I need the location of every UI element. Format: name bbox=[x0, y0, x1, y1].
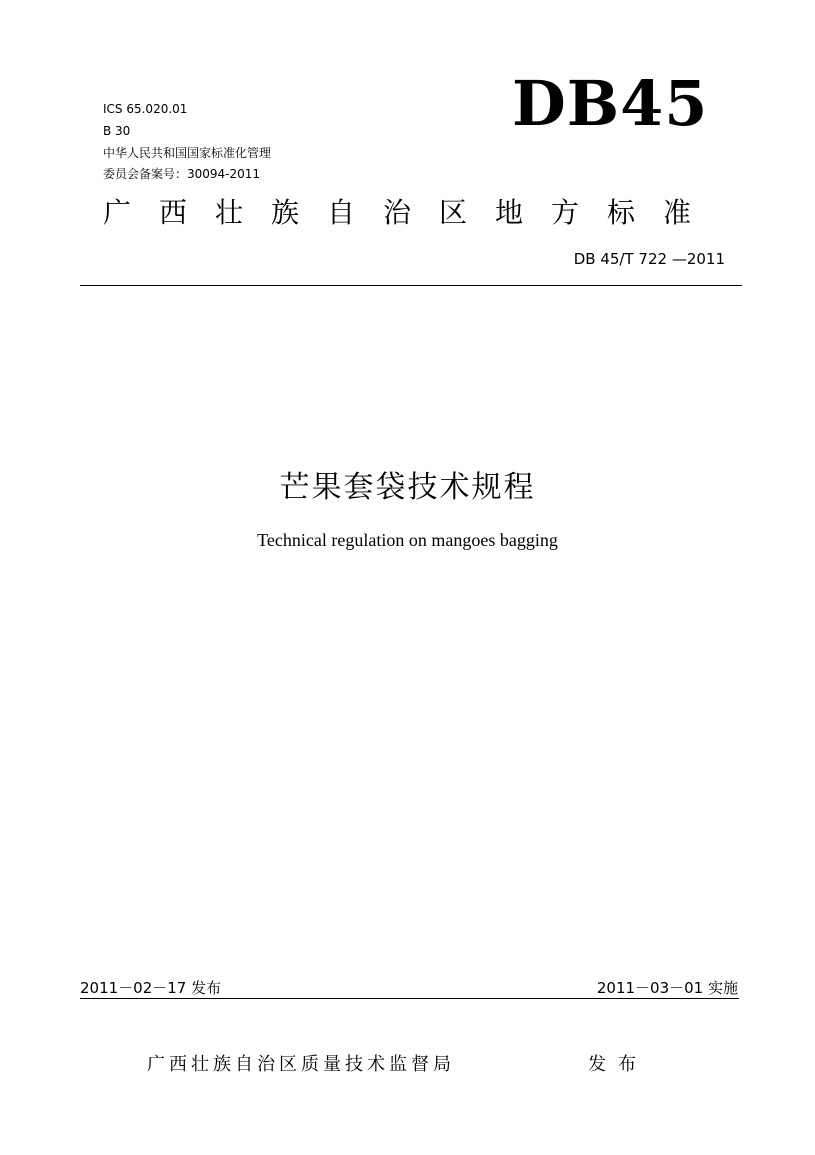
document-title-english: Technical regulation on mangoes bagging bbox=[257, 530, 558, 550]
standard-code-logo: DB45 bbox=[512, 67, 709, 140]
ics-code: ICS 65.020.01 bbox=[103, 102, 188, 116]
implementation-date: 2011－03－01 实施 bbox=[596, 979, 738, 997]
standard-number: DB 45/T 722 —2011 bbox=[573, 250, 725, 268]
document-title-chinese: 芒果套袋技术规程 bbox=[279, 470, 536, 505]
issue-date: 2011－02－17 发布 bbox=[80, 979, 222, 997]
issuing-authority: 广西壮族自治区质量技术监督局 bbox=[147, 1054, 455, 1075]
standard-category-title: 广西壮族自治区地方标准 bbox=[103, 196, 720, 229]
filing-number: 委员会备案号：30094-2011 bbox=[103, 167, 261, 181]
management-line: 中华人民共和国国家标准化管理 bbox=[103, 146, 272, 160]
classification-code: B 30 bbox=[103, 124, 131, 138]
header-divider bbox=[80, 285, 742, 286]
footer-divider bbox=[80, 998, 739, 999]
issue-label: 发布 bbox=[588, 1054, 648, 1075]
